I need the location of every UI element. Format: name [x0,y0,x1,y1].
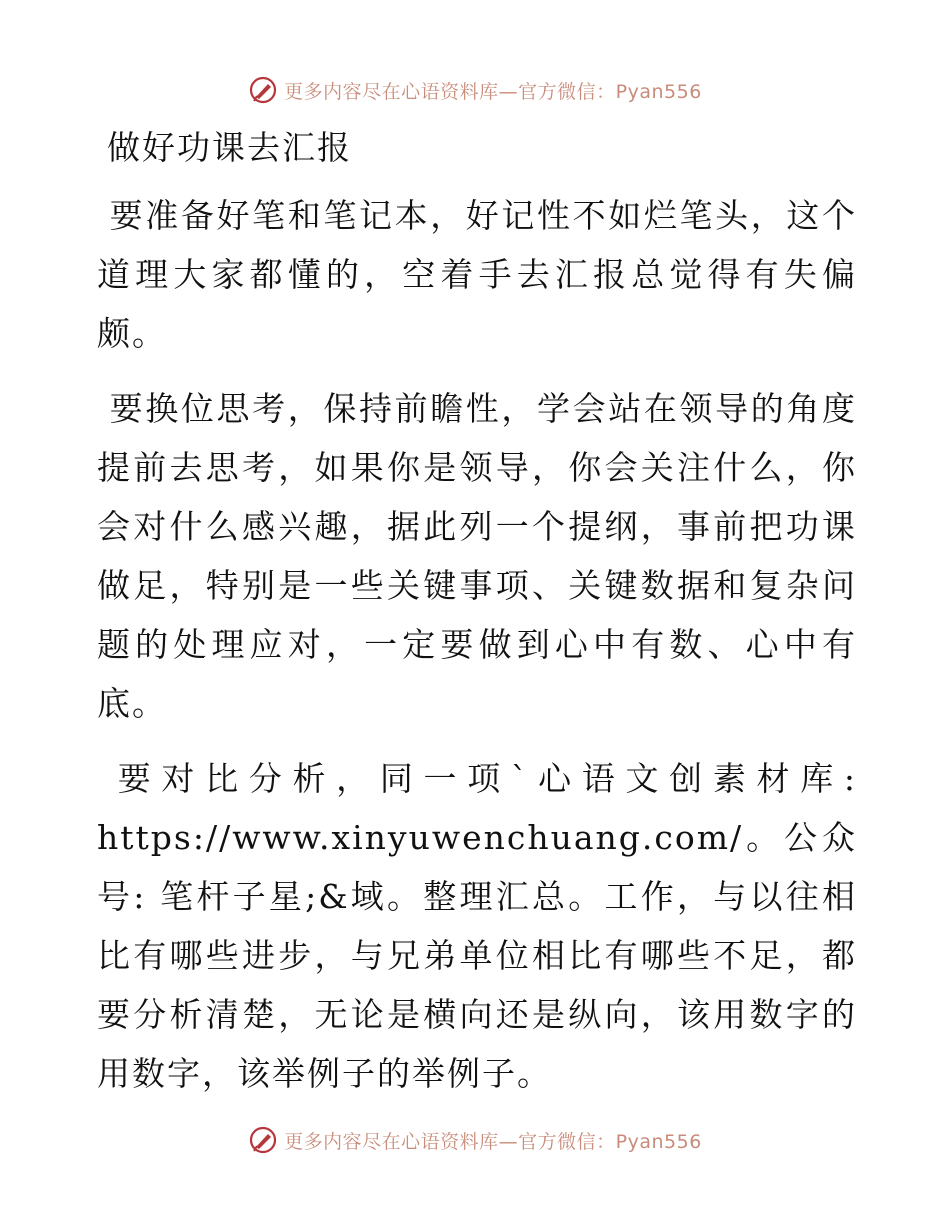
footer-watermark [0,1122,950,1158]
paragraph: 要换位思考，保持前瞻性，学会站在领导的角度提前去思考，如果你是领导，你会关注什么，你会对什么感兴趣，据此列一个提纲，事前把功课做足，特别是一些关键事项、关键数据和复杂问题的处理应对，一定要做到心中有数、心中有底。 [97,389,857,723]
quill-logo-icon [248,75,278,105]
document-body [97,120,857,1119]
quill-logo-icon [248,1125,278,1155]
header-watermark [0,72,950,108]
paragraph: 要对比分析，同一项`心语文创素材库: https://www.xinyuwenchuang.com/。公众号: 笔杆子星;&域。整理汇总。工作，与以往相比有哪些进步，与兄弟单位相比有哪些不足，都要分析清楚，无论是横向还是纵向，该用数字的用数字，该举例子的举例子。 [97,759,857,1093]
section-heading: 做好功课去汇报 [107,128,352,167]
watermark-text: 更多内容尽在心语资料库—官方微信：Pyan556 [284,1130,702,1153]
watermark-text: 更多内容尽在心语资料库—官方微信：Pyan556 [284,80,702,103]
paragraph: 要准备好笔和笔记本，好记性不如烂笔头，这个道理大家都懂的，空着手去汇报总觉得有失偏颇。 [97,196,857,353]
